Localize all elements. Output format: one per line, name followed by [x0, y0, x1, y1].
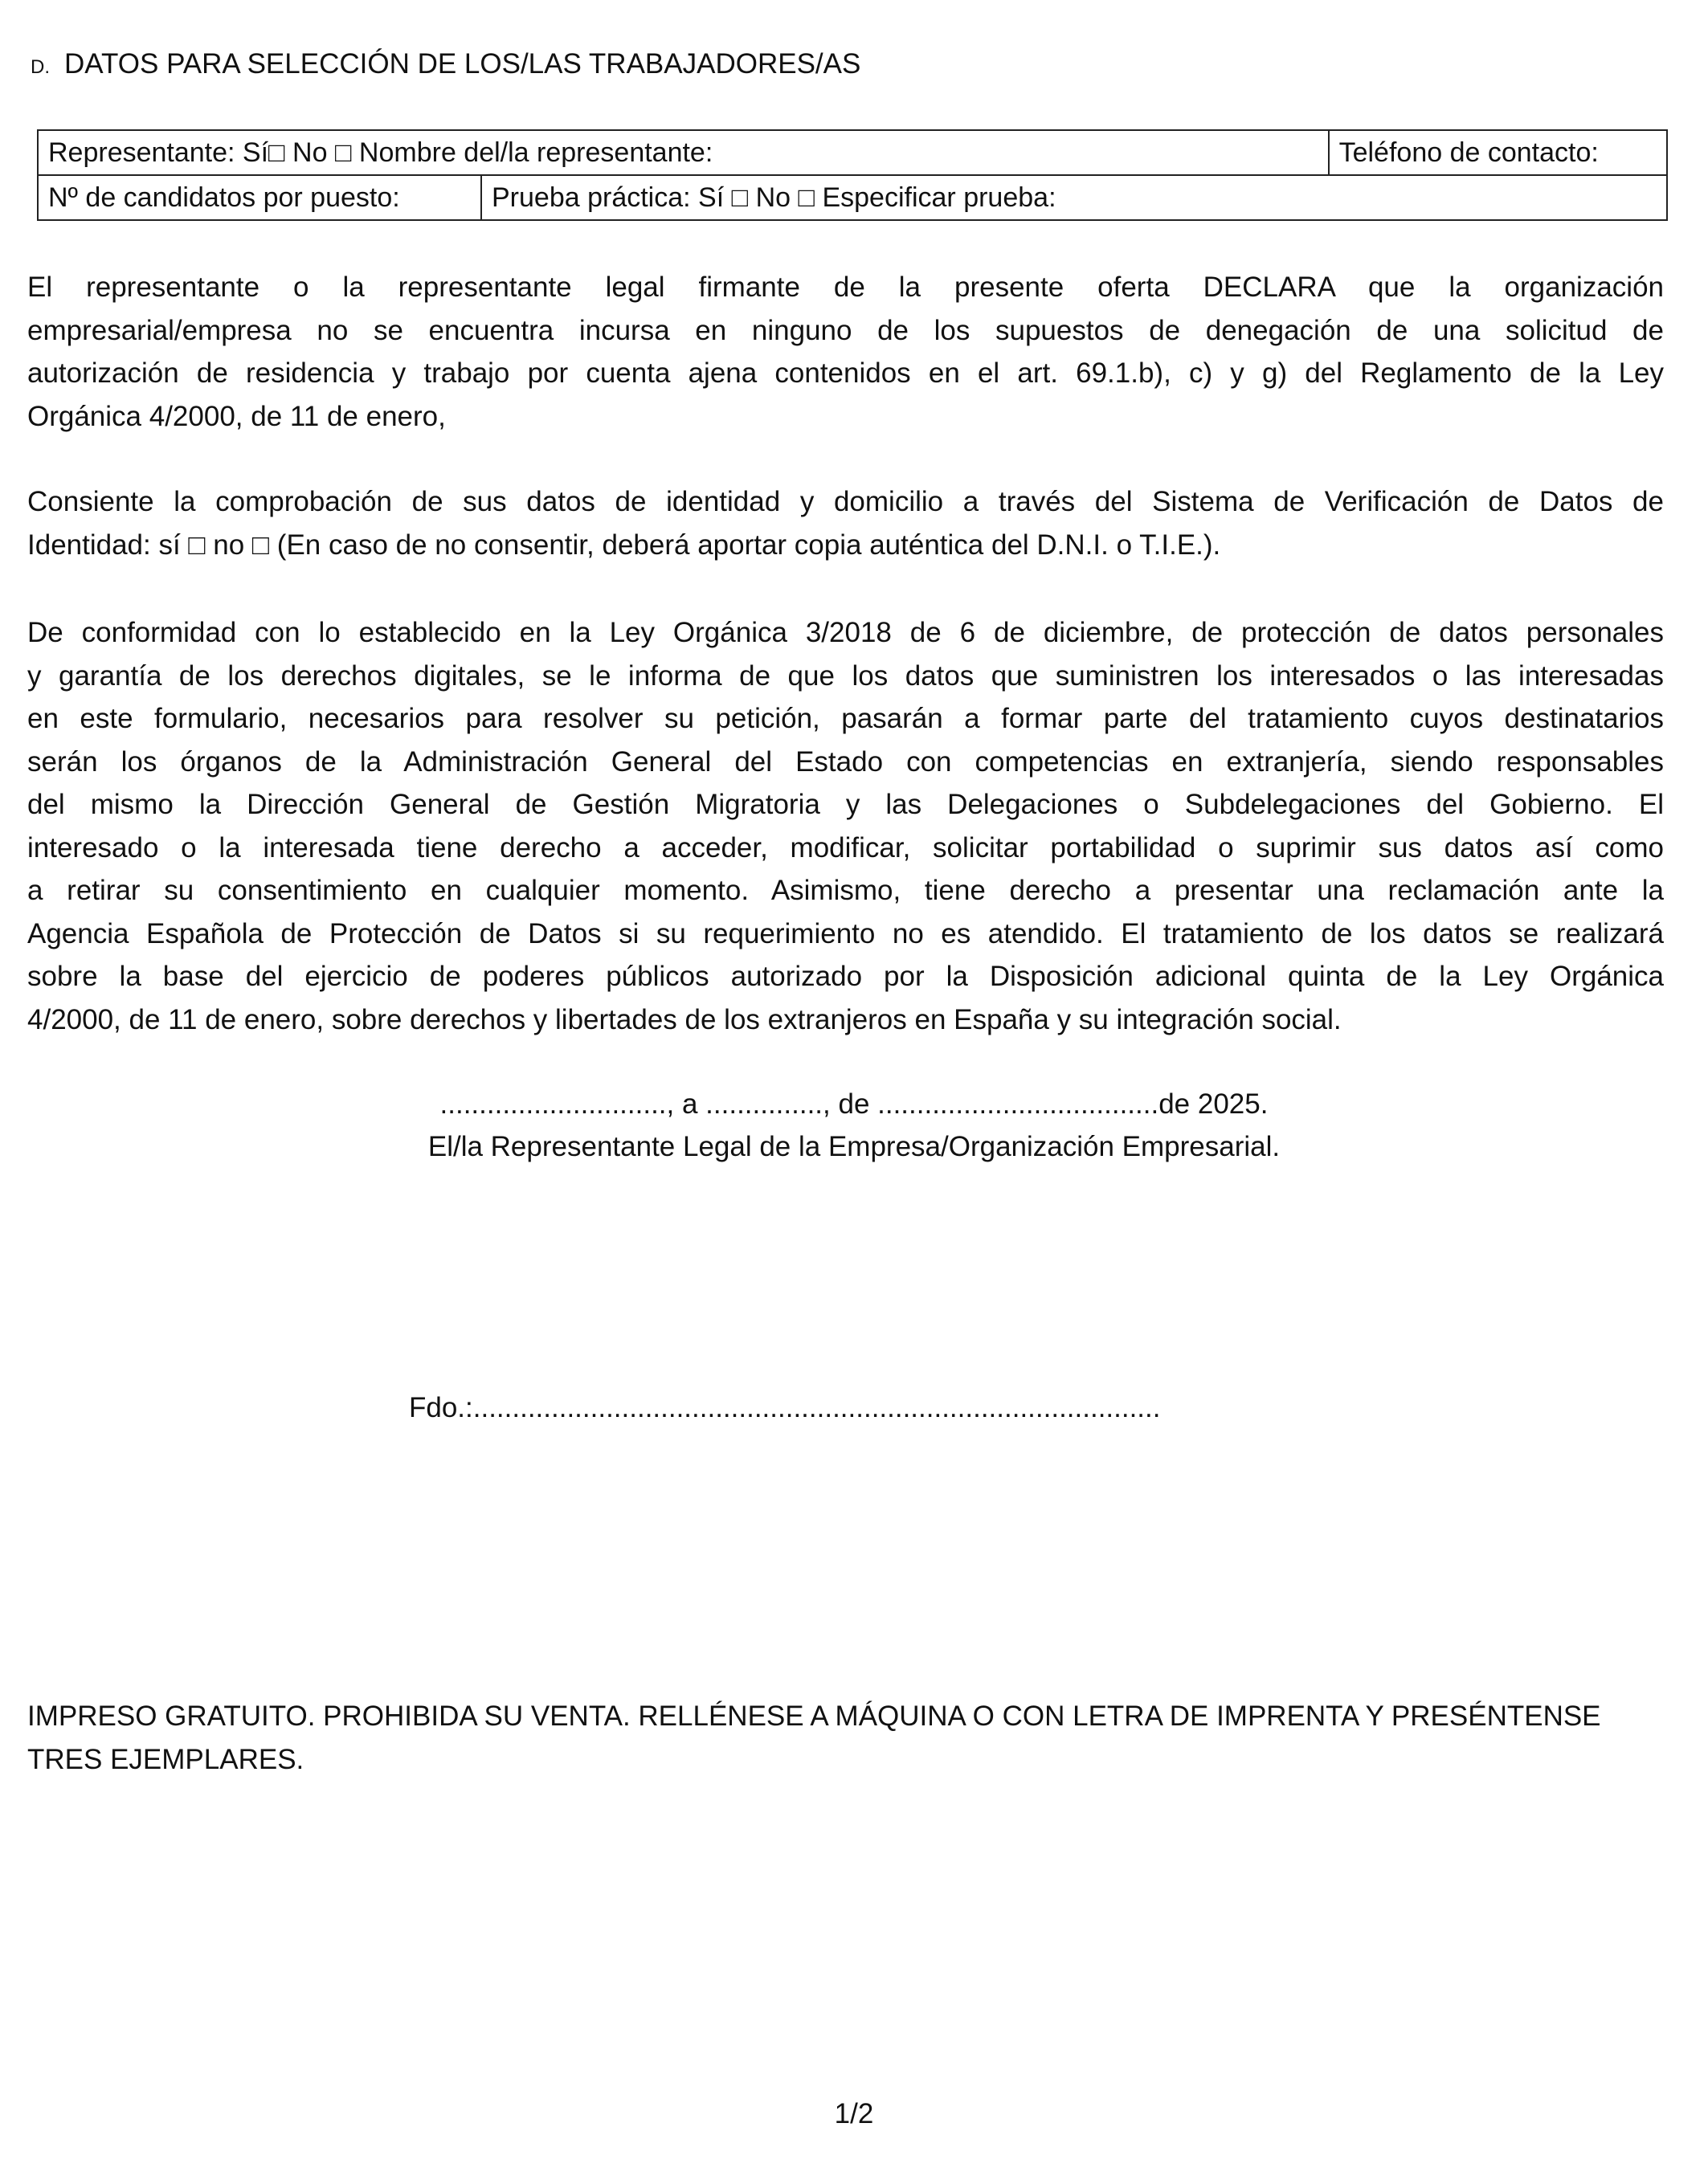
- worker-selection-table: [37, 129, 1668, 221]
- text-line: IMPRESO GRATUITO. PROHIBIDA SU VENTA. RELLÉNESE A MÁQUINA O CON LETRA DE IMPRENTA Y PRESÉNTENSE: [27, 1700, 1601, 1732]
- candidates-per-post-field[interactable]: Nº de candidatos por puesto:: [38, 175, 481, 220]
- table-row: [38, 130, 1667, 175]
- text-line: en este formulario, necesarios para resolver su petición, pasarán a formar parte del tratamiento cuyos destinatarios: [27, 703, 1664, 734]
- text-line: serán los órganos de la Administración General del Estado con competencias en extranjería, siendo responsables: [27, 745, 1664, 778]
- signatory-role: El/la Representante Legal de la Empresa/Organización Empresarial.: [427, 1131, 1281, 1162]
- contact-phone-field[interactable]: Teléfono de contacto:: [1329, 130, 1667, 175]
- declaration-paragraph: [27, 266, 1664, 438]
- text-line: TRES EJEMPLARES.: [27, 1743, 304, 1775]
- page-number: 1/2: [834, 2098, 874, 2129]
- section-letter: D.: [31, 56, 50, 78]
- date-place-line[interactable]: ............................., a ..............., de ....................................de 2025.: [439, 1088, 1269, 1120]
- signature-line[interactable]: Fdo.:........................................................................................: [409, 1392, 1161, 1423]
- text-line: del mismo la Dirección General de Gestión Migratoria y las Delegaciones o Subdelegaciones del Gobierno. El: [27, 789, 1664, 820]
- text-line: empresarial/empresa no se encuentra incursa en ninguno de los supuestos de denegación de una solicitud de: [27, 314, 1664, 346]
- data-protection-paragraph: [27, 611, 1664, 1041]
- consent-paragraph: [27, 480, 1664, 566]
- text-line: Orgánica 4/2000, de 11 de enero,: [27, 400, 446, 432]
- table-row: [38, 175, 1667, 220]
- text-line: a retirar su consentimiento en cualquier momento. Asimismo, tiene derecho a presentar una reclamación ante la: [27, 875, 1664, 906]
- text-line: interesado o la interesada tiene derecho a acceder, modificar, solicitar portabilidad o suprimir sus datos así como: [27, 831, 1664, 863]
- text-line: sobre la base del ejercicio de poderes públicos autorizado por la Disposición adicional quinta de la Ley Orgánica: [27, 961, 1664, 992]
- text-line: 4/2000, de 11 de enero, sobre derechos y libertades de los extranjeros en España y su integración social.: [27, 1003, 1342, 1035]
- footer-notice: [27, 1695, 1664, 1781]
- representative-field[interactable]: Representante: Sí□ No □ Nombre del/la representante:: [38, 130, 1329, 175]
- text-line: De conformidad con lo establecido en la Ley Orgánica 3/2018 de 6 de diciembre, de protección de datos personales: [27, 617, 1664, 648]
- text-line: autorización de residencia y trabajo por cuenta ajena contenidos en el art. 69.1.b), c) y g) del Reglamento de la Ley: [27, 357, 1664, 389]
- text-line: y garantía de los derechos digitales, se le informa de que los datos que suministren los interesados o las interesadas: [27, 659, 1664, 692]
- text-line: Agencia Española de Protección de Datos si su requerimiento no es atendido. El tratamiento de los datos se realizará: [27, 917, 1664, 949]
- text-line: El representante o la representante legal firmante de la presente oferta DECLARA que la organización: [27, 272, 1664, 303]
- practical-test-field[interactable]: Prueba práctica: Sí □ No □ Especificar prueba:: [481, 175, 1667, 220]
- text-line: Identidad: sí □ no □ (En caso de no consentir, deberá aportar copia auténtica del D.N.I. o T.I.E.).: [27, 529, 1221, 561]
- text-line: Consiente la comprobación de sus datos de identidad y domicilio a través del Sistema de Verificación de Datos de: [27, 486, 1664, 517]
- section-heading: [31, 48, 860, 80]
- section-title: DATOS PARA SELECCIÓN DE LOS/LAS TRABAJADORES/AS: [64, 48, 861, 80]
